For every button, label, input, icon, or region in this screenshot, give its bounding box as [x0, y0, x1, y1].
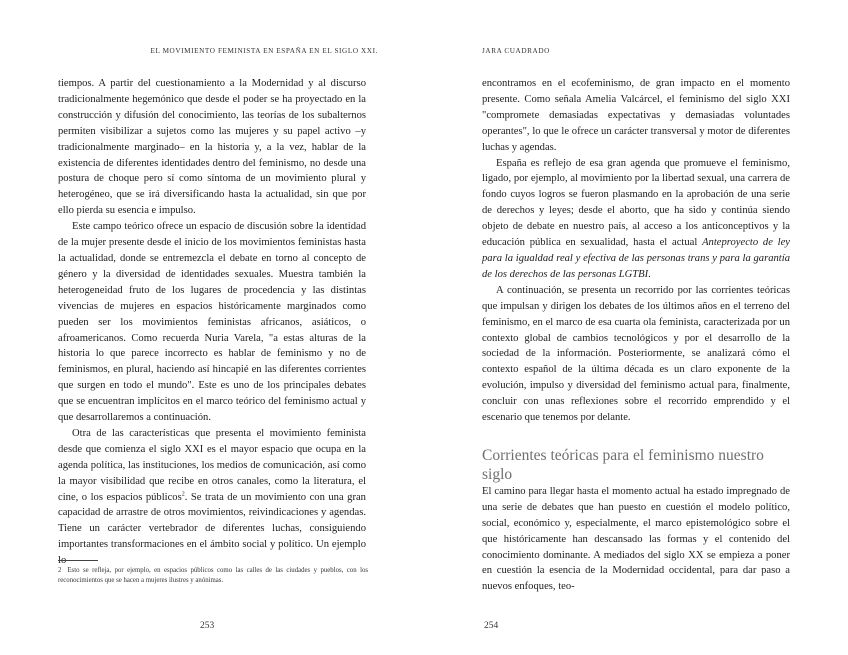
left-paragraph-3 [58, 426, 366, 569]
page-number-left: 253 [200, 621, 215, 631]
footnote-rule [58, 560, 98, 561]
left-paragraph-1: tiempos. A partir del cuestionamiento a la Modernidad y al discurso tradicionalmente hegemónico que desde el poder se ha proyectado en la construcción y difusión del conocimiento, las teorías de los subalternos permiten visibilizar a sujetos como las mujeres y su papel activo –y tradicionalmente marginado– en la historia y, a la vez, hablar de la existencia de diferentes identidades dentro del feminismo, no desde una postura de choque pero sí como síntoma de un movimiento plural y heterogéneo, que se irá diversificando hasta la actualidad, sin que por ello pierda su esencia e impulso. [58, 78, 366, 217]
right-paragraph-1-part-2: el feminismo del siglo XXI "compromete demasiadas expectativas y demasiadas voluntades operantes", lo que le ofrece un carácter transversal y motor de diferentes luchas y agendas. [482, 93, 790, 153]
footnote-reference[interactable]: 2 [181, 491, 185, 498]
left-paragraph-3-part-2: . Se trata de un movimiento con una gran capacidad de arrastre de otros movimientos, reivindicaciones y agendas. Tiene un carácter vertebrador de diferentes luchas, consiguiendo importantes transformaciones en el ámbito social y político. Un ejemplo lo [58, 491, 366, 567]
law-title: Anteproyecto de ley para la igualdad real y efectiva de las personas trans y para la garantía de los derechos de las personas LGTBI [482, 237, 790, 280]
left-paragraph-2: Este campo teórico ofrece un espacio de discusión sobre la identidad de la mujer presente desde el inicio de los movimientos feministas hasta la actualidad, donde se entremezcla el debate en torno al concepto de género y la diversidad de identidades sexuales. Muestra también la heterogeneidad fruto de los lugares de procedencia y las distintas vivencias de mujeres en espacios históricamente marginados como pueden ser los movimientos feministas africanos, asiáticos, o afroamericanos. Como recuerda Nuria Varela, "a estas alturas de la historia lo que parece incorrecto es hablar de feminismo y no de feminismos, en plural, haciendo así hincapié en las diferentes corrientes que surgen en todo el mundo". Este es uno de los principales debates que se encuentran implícitos en el marco teórico del feminismo actual y que desarrollaremos a continuación. [58, 221, 366, 424]
right-page [424, 0, 848, 655]
running-head-left: EL MOVIMIENTO FEMINISTA EN ESPAÑA EN EL SIGLO XXI. [150, 47, 378, 55]
section-paragraph: El camino para llegar hasta el momento actual ha estado impregnado de una serie de debates que han puesto en cuestión el modelo político, social, económico y, especialmente, el marco epistemológico sobre el que históricamente han descansado las formas y el contenido del conocimiento dominante. A mediados del siglo XX se empieza a poner en cuestión la esencia de la Modernidad occidental, para dar paso a nuevos enfoques, teo- [482, 485, 790, 593]
right-page-body [482, 76, 790, 595]
right-paragraph-2 [482, 156, 790, 283]
section-heading: Corrientes teóricas para el feminismo nuestro siglo [482, 446, 764, 483]
right-paragraph-1-mark: , [659, 93, 663, 105]
page-number-right: 254 [484, 621, 499, 631]
right-paragraph-2-part-2: . [648, 268, 651, 280]
right-paragraph-1 [482, 76, 790, 156]
running-head-right: JARA CUADRADO [482, 47, 550, 55]
right-paragraph-2-part-1: España es reflejo de esa gran agenda que promueve el feminismo, ligado, por ejemplo, al movimiento por la libertad sexual, una carrera de fondo cuyos logros se fueron plasmando en la aprobación de una serie de derechos y leyes; desde el aborto, que ha sido y continúa siendo objeto de debate en nuestro país, al acceso a los anticonceptivos y la educación pública en sexualidad, hasta el actual [482, 157, 790, 249]
right-paragraph-3: A continuación, se presenta un recorrido por las corrientes teóricas que impulsan y dirigen los debates de los últimos años en el terreno del feminismo, en el marco de esa cuarta ola feminista, caracterizada por un contexto global de cambios tecnológicos y por el desarrollo de la sociedad de la información. Posteriormente, se analizará cómo el contexto español de la última década es un claro exponente de la evolución, impulso y diversidad del feminismo actual para, finalmente, concluir con unas reflexiones sobre el recorrido emprendido y el escenario que tenemos por delante. [482, 284, 790, 424]
footnote-text: Esto se refleja, por ejemplo, en espacios públicos como las calles de las ciudades y pueblos, con los reconocimientos que se hacen a mujeres ilustres y anónimas. [58, 567, 368, 584]
left-paragraph-3-part-1: Otra de las características que presenta el movimiento feminista desde que comienza el siglo XXI es el mayor espacio que ocupa en la agenda política, las instituciones, los medios de comunicación, así como la mayor visibilidad que recibe en otros canales, como la literatura, el cine, o los espacios públicos [58, 427, 366, 503]
footnote-number: 2 [58, 567, 62, 574]
left-page-body [58, 76, 366, 569]
footnote [58, 566, 368, 586]
right-paragraph-1-part-1: encontramos en el ecofeminismo, de gran impacto en el momento presente. Como señala Amelia Valcárcel [482, 78, 790, 105]
